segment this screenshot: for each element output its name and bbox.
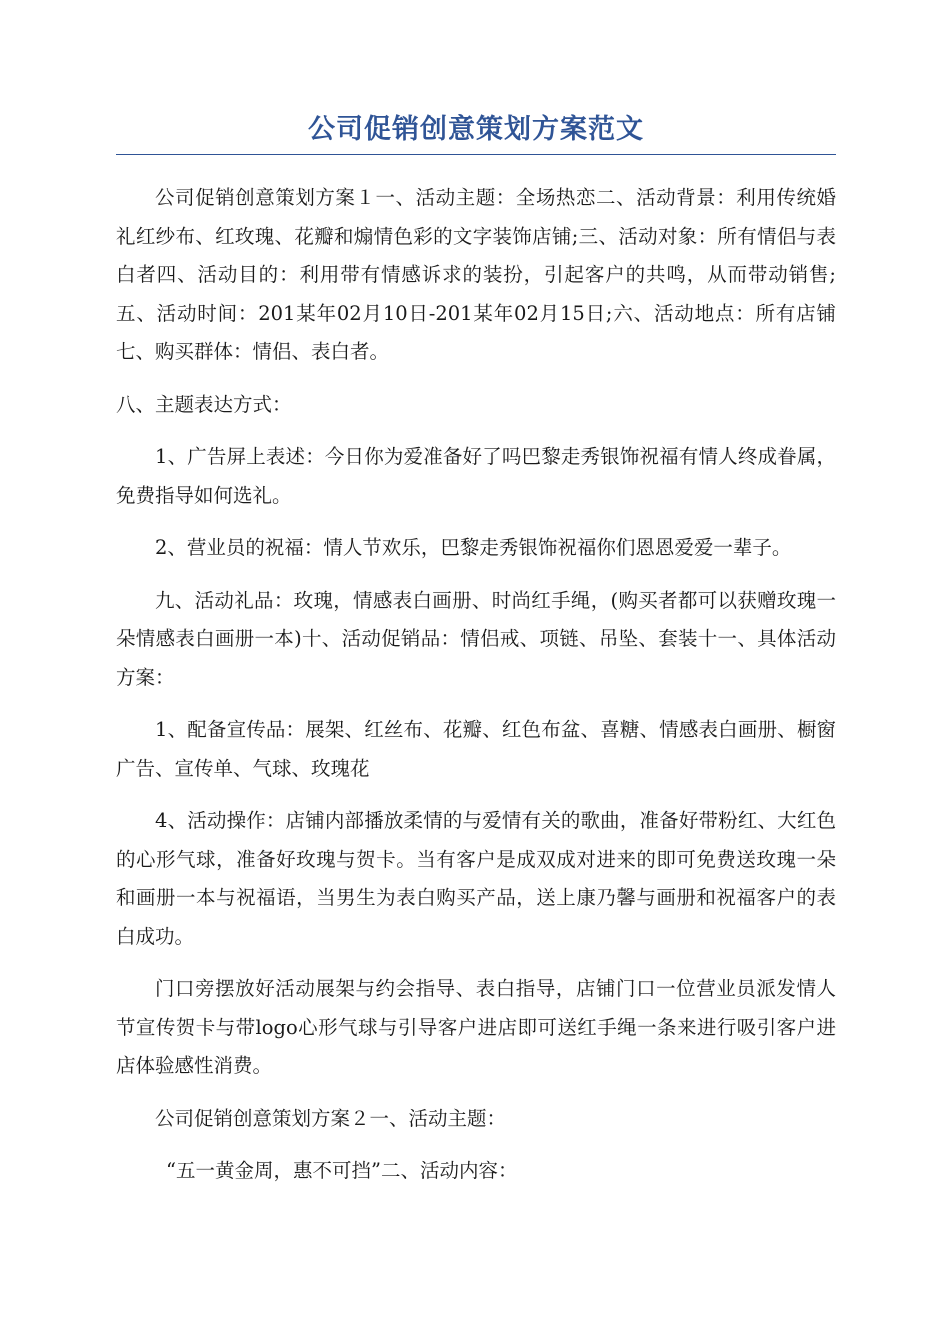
paragraph-9: 公司促销创意策划方案２一、活动主题： [155,1106,507,1130]
paragraph-1: 公司促销创意策划方案１一、活动主题：全场热恋二、活动背景：利用传统婚礼红纱布、红玫瑰、花瓣和煽情色彩的文字装饰店铺;三、活动对象：所有情侣与表白者四、活动目的：利用带有情感诉求的装扮，引起客户的共鸣，从而带动销售;五、活动时间：201某年02月10日-201某年02月15日;六、活动地点：所有店铺七、购买群体：情侣、表白者。 [116,186,836,363]
paragraph-6: 1、配备宣传品：展架、红丝布、花瓣、红色布盆、喜糖、情感表白画册、橱窗广告、宣传单、气球、玫瑰花 [116,718,836,780]
paragraph-2: 八、主题表达方式： [116,392,292,416]
document-title: 公司促销创意策划方案范文 [116,110,836,155]
paragraph-5: 九、活动礼品：玫瑰，情感表白画册、时尚红手绳，(购买者都可以获赠玫瑰一朵情感表白画册一本)十、活动促销品：情侣戒、项链、吊坠、套装十一、具体活动方案： [116,588,836,689]
paragraph-3: 1、广告屏上表述：今日你为爱准备好了吗巴黎走秀银饰祝福有情人终成眷属，免费指导如何选礼。 [116,445,836,507]
document-page [116,110,836,1205]
paragraph-7: 4、活动操作：店铺内部播放柔情的与爱情有关的歌曲，准备好带粉红、大红色的心形气球，准备好玫瑰与贺卡。当有客户是成双成对进来的即可免费送玫瑰一朵和画册一本与祝福语，当男生为表白购买产品，送上康乃馨与画册和祝福客户的表白成功。 [116,809,836,948]
paragraph-10: “五一黄金周，惠不可挡”二、活动内容： [166,1159,518,1182]
paragraph-4: 2、营业员的祝福：情人节欢乐，巴黎走秀银饰祝福你们恩恩爱爱一辈子。 [155,536,792,559]
paragraph-8: 门口旁摆放好活动展架与约会指导、表白指导，店铺门口一位营业员派发情人节宣传贺卡与带logo心形气球与引导客户进店即可送红手绳一条来进行吸引客户进店体验感性消费。 [116,977,836,1077]
document-body [116,179,836,1191]
